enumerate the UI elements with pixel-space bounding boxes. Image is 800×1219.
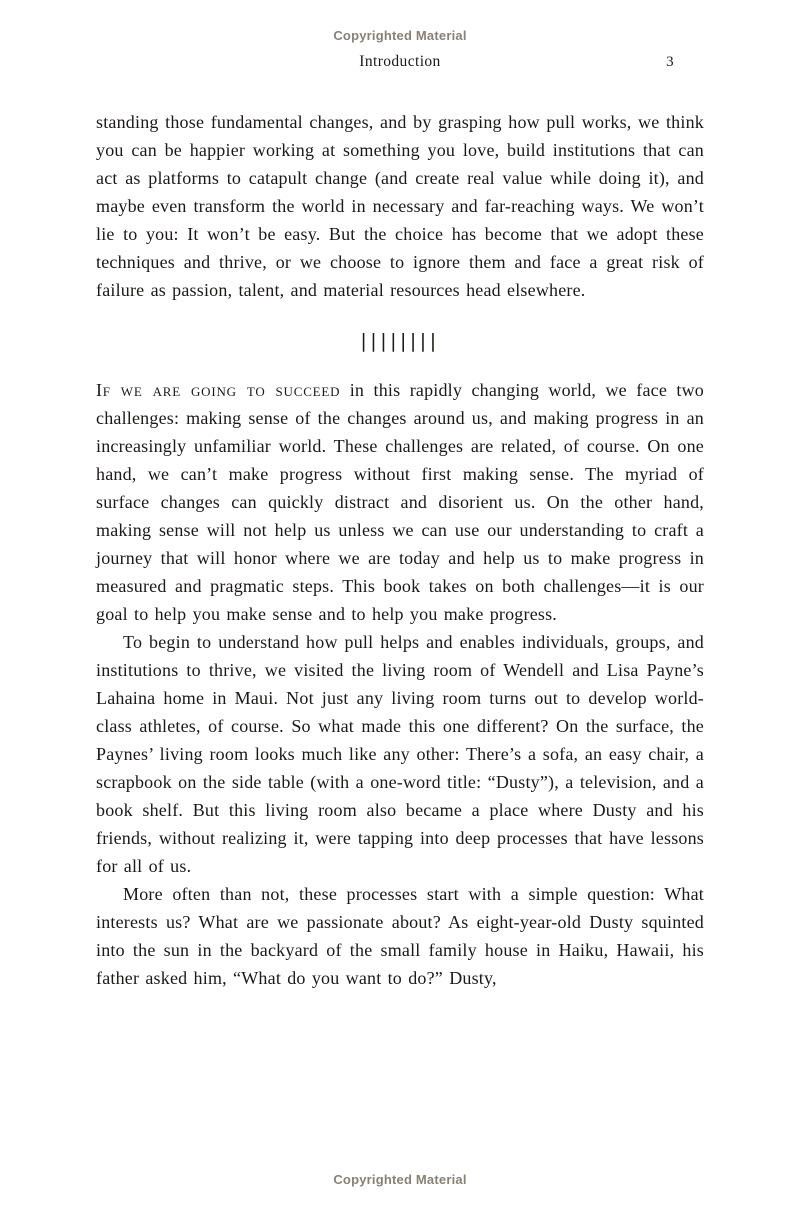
paragraph-continuation: standing those fundamental changes, and by grasping how pull works, we think you can be happier working at something you love, build institutions that can act as platforms to catapult change (and create real value while doing it), and maybe even transform the world in necessary and far-reaching ways. We won’t lie to you: It won’t be easy. But the choice has become that we adopt these techniques and thrive, or we choose to ignore them and face a great risk of failure as passion, talent, and material resources head elsewhere. [96, 112, 704, 300]
chapter-title: Introduction [359, 53, 441, 70]
small-caps-lead: If we are going to succeed [96, 380, 341, 400]
paragraph: More often than not, these processes start with a simple question: What interests us? What are we passionate about? As eight-year-old Dusty squinted into the sun in the backyard of the small family house in Haiku, Hawaii, his father asked him, “What do you want to do?” Dusty, [96, 884, 704, 988]
copyright-notice-top: Copyrighted Material [333, 28, 467, 43]
running-head [96, 52, 704, 72]
paragraph-section-opening [96, 376, 704, 628]
paragraph-text: in this rapidly changing world, we face two challenges: making sense of the changes around us, and making progress in an increasingly unfamiliar world. These challenges are related, of course. On one hand, we can’t make progress without first making sense. The myriad of surface changes can quickly distract and disorient us. On the other hand, making sense will not help us unless we can use our understanding to craft a journey that will honor where we are today and help us to make progress in measured and pragmatic steps. This book takes on both challenges—it is our goal to help you make sense and to help you make progress. [96, 380, 704, 624]
copyright-notice-bottom: Copyrighted Material [333, 1172, 467, 1187]
section-divider: |||||||| [360, 330, 440, 352]
paragraph: To begin to understand how pull helps and enables individuals, groups, and institutions to thrive, we visited the living room of Wendell and Lisa Payne’s Lahaina home in Maui. Not just any living room turns out to develop world-class athletes, of course. So what made this one different? On the surface, the Paynes’ living room looks much like any other: There’s a sofa, an easy chair, a scrapbook on the side table (with a one-word title: “Dusty”), a television, and a book shelf. But this living room also became a place where Dusty and his friends, without realizing it, were tapping into deep processes that have lessons for all of us. [96, 632, 704, 876]
body-text [96, 108, 704, 992]
page-number: 3 [666, 54, 674, 70]
